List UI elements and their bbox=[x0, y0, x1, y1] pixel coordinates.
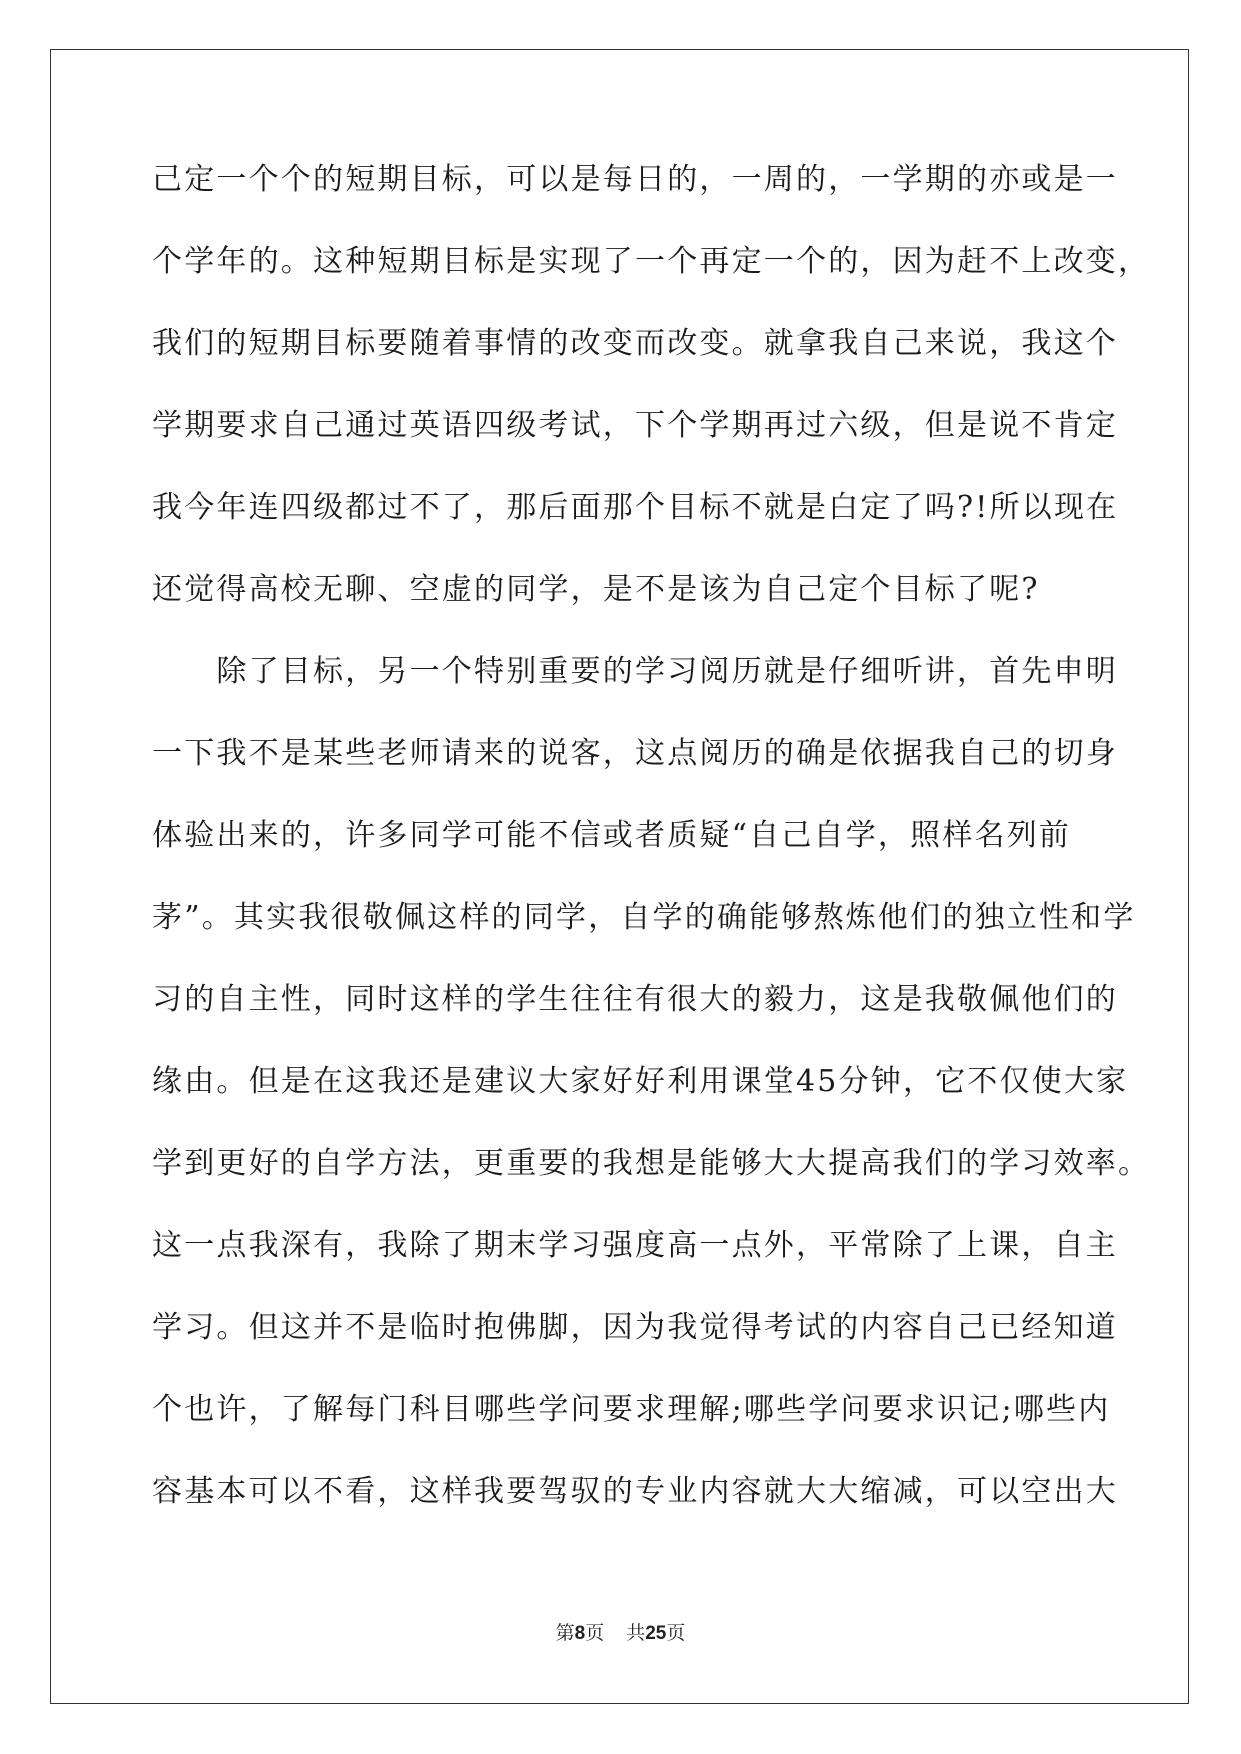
text-line: 还觉得高校无聊、空虚的同学，是不是该为自己定个目标了呢? bbox=[152, 572, 1040, 607]
footer-total-suffix: 页 bbox=[666, 1622, 686, 1644]
text-line: 除了目标，另一个特别重要的学习阅历就是仔细听讲，首先申明 bbox=[152, 654, 1118, 689]
footer-page-prefix: 第 bbox=[555, 1622, 575, 1644]
text-line: 个学年的。这种短期目标是实现了一个再定一个的，因为赶不上改变， bbox=[152, 244, 1151, 279]
footer-total-prefix: 共 bbox=[626, 1622, 646, 1644]
text-line: 我今年连四级都过不了，那后面那个目标不就是白定了吗?!所以现在 bbox=[152, 490, 1119, 525]
text-line: 我们的短期目标要随着事情的改变而改变。就拿我自己来说，我这个 bbox=[152, 326, 1118, 361]
document-body bbox=[152, 155, 1151, 1549]
text-line: 这一点我深有，我除了期末学习强度高一点外，平常除了上课，自主 bbox=[152, 1228, 1118, 1263]
text-line: 缘由。但是在这我还是建议大家好好利用课堂45分钟，它不仅使大家 bbox=[152, 1064, 1129, 1099]
text-line: 一下我不是某些老师请来的说客，这点阅历的确是依据我自己的切身 bbox=[152, 736, 1118, 771]
text-line: 学习。但这并不是临时抱佛脚，因为我觉得考试的内容自己已经知道 bbox=[152, 1310, 1118, 1345]
text-line: 习的自主性，同时这样的学生往往有很大的毅力，这是我敬佩他们的 bbox=[152, 982, 1118, 1017]
footer-page-suffix: 页 bbox=[585, 1622, 605, 1644]
total-page-count: 25 bbox=[645, 1623, 667, 1644]
text-line: 己定一个个的短期目标，可以是每日的，一周的，一学期的亦或是一 bbox=[152, 162, 1118, 197]
page-footer bbox=[0, 1618, 1241, 1645]
current-page-number: 8 bbox=[574, 1623, 586, 1644]
text-line: 茅”。其实我很敬佩这样的同学，自学的确能够熬炼他们的独立性和学 bbox=[152, 900, 1136, 935]
text-line: 体验出来的，许多同学可能不信或者质疑“自己自学，照样名列前 bbox=[152, 818, 1072, 853]
text-line: 学到更好的自学方法，更重要的我想是能够大大提高我们的学习效率。 bbox=[152, 1146, 1151, 1181]
text-line: 容基本可以不看，这样我要驾驭的专业内容就大大缩减，可以空出大 bbox=[152, 1474, 1118, 1509]
text-line: 个也许，了解每门科目哪些学问要求理解;哪些学问要求识记;哪些内 bbox=[152, 1392, 1111, 1427]
text-line: 学期要求自己通过英语四级考试，下个学期再过六级，但是说不肯定 bbox=[152, 408, 1118, 443]
